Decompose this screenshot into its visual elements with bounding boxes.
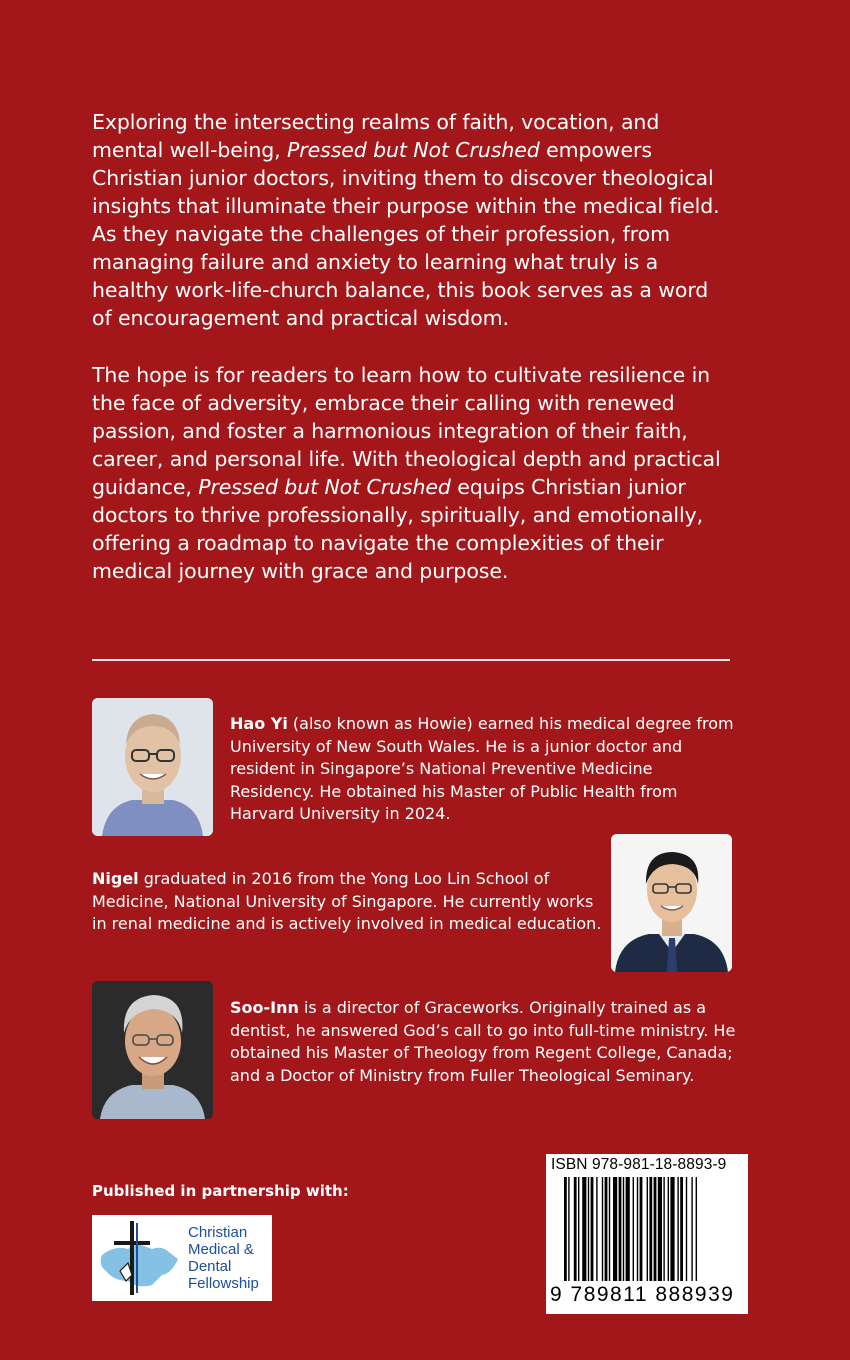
author-name-soo-inn: Soo-Inn <box>230 998 299 1017</box>
author-bio-soo-inn <box>230 997 740 1087</box>
cmdf-emblem-icon <box>92 1215 188 1301</box>
author-photo-nigel <box>611 834 732 972</box>
logo-line: Fellowship <box>188 1275 259 1292</box>
logo-line: Medical & <box>188 1241 254 1258</box>
author-photo-hao-yi <box>92 698 213 836</box>
cmdf-logo <box>92 1215 272 1301</box>
isbn-barcode <box>546 1154 748 1314</box>
author-name-hao-yi: Hao Yi <box>230 714 288 733</box>
blurb-p2-after: equips Christian junior doctors to thrive professionally, spiritually, and emotionally, offering a roadmap to navigate the complexities of their medical journey with grace and purpose. <box>92 475 704 583</box>
blurb-p2-before: The hope is for readers to learn how to cultivate resilience in the face of adversity, embrace their calling with renewed passion, and foster a harmonious integration of their faith, career, and personal life. With theological depth and practical guidance, <box>92 363 721 499</box>
partner-label: Published in partnership with: <box>92 1182 349 1200</box>
barcode-digits: 9 789811 888939 <box>550 1283 735 1306</box>
logo-line: Dental <box>188 1258 232 1275</box>
author-bio-nigel <box>92 868 602 936</box>
blurb-paragraph-1 <box>92 108 732 332</box>
author-bio-hao-yi <box>230 713 740 826</box>
cmdf-logo-text <box>188 1224 259 1292</box>
divider <box>92 659 730 661</box>
blurb-p1-after: empowers Christian junior doctors, inviting them to discover theological insights that illuminate their purpose within the medical field. As they navigate the challenges of their profession, from managing failure and anxiety to learning what truly is a healthy work-life-church balance, this book serves as a word of encouragement and practical wisdom. <box>92 138 720 330</box>
book-title-italic-2: Pressed but Not Crushed <box>198 475 451 499</box>
author-bio-text: graduated in 2016 from the Yong Loo Lin School of Medicine, National University of Singapore. He currently works in renal medicine and is actively involved in medical education. <box>92 869 602 933</box>
blurb-paragraph-2 <box>92 361 732 585</box>
logo-line: Christian <box>188 1224 248 1241</box>
blurb-p1-before: Exploring the intersecting realms of faith, vocation, and mental well-being, <box>92 110 660 162</box>
author-name-nigel: Nigel <box>92 869 139 888</box>
author-bio-text: (also known as Howie) earned his medical degree from University of New South Wales. He is a junior doctor and resident in Singapore’s National Preventive Medicine Residency. He obtained his Master of Public Health from Harvard University in 2024. <box>230 714 734 823</box>
author-photo-soo-inn <box>92 981 213 1119</box>
isbn-label: ISBN 978-981-18-8893-9 <box>551 1156 727 1173</box>
barcode-bars <box>564 1177 734 1281</box>
author-bio-text: is a director of Graceworks. Originally trained as a dentist, he answered God’s call to go into full-time ministry. He obtained his Master of Theology from Regent College, Canada; and a Doctor of Ministry from Fuller Theological Seminary. <box>230 998 736 1085</box>
book-title-italic-1: Pressed but Not Crushed <box>287 138 540 162</box>
